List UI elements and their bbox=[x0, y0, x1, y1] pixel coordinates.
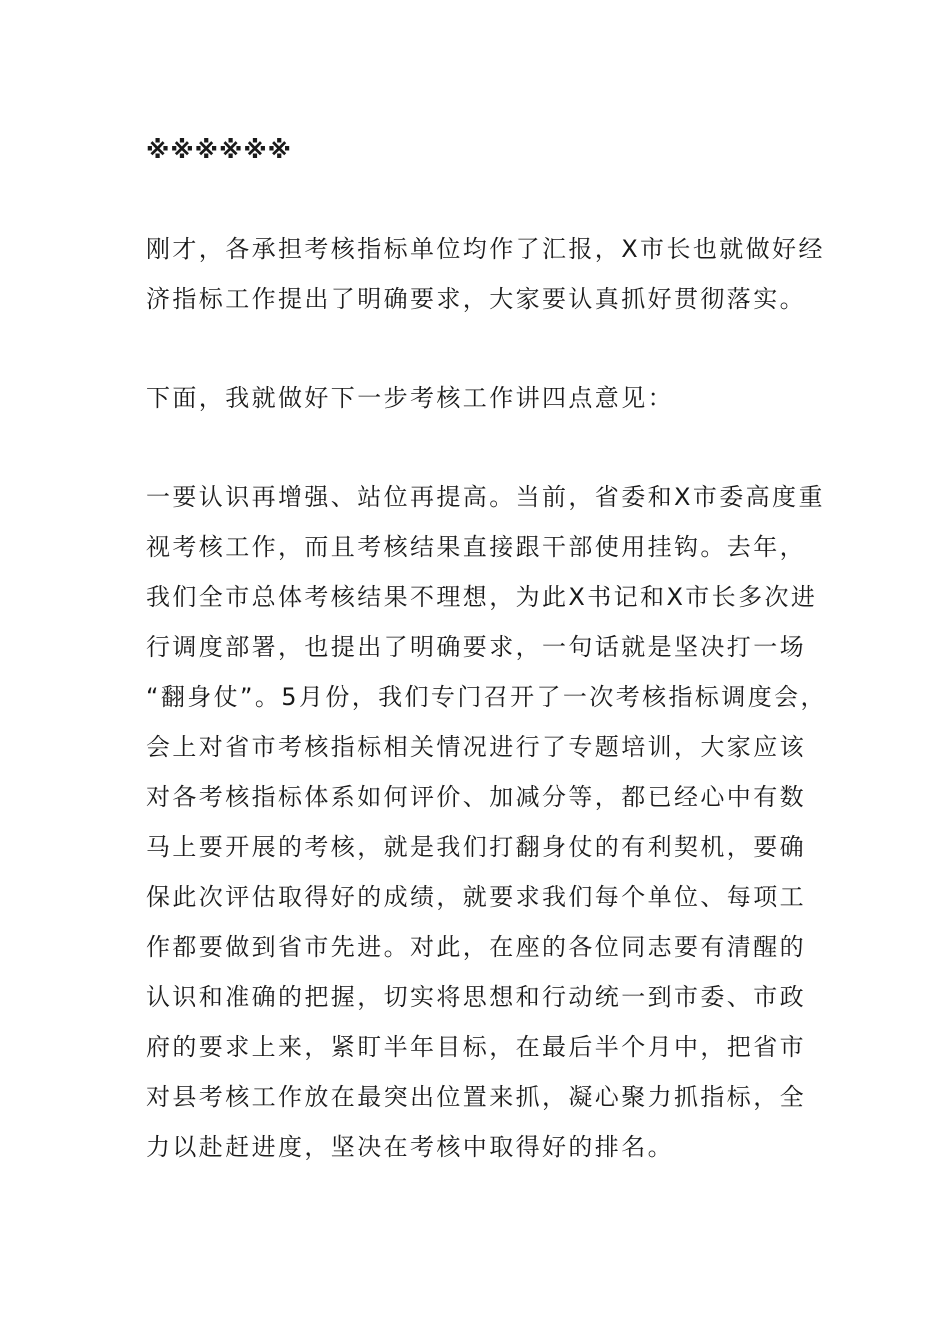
paragraph-line: 认识和准确的把握，切实将思想和行动统一到市委、市政 bbox=[146, 983, 806, 1011]
paragraph-line: 作都要做到省市先进。对此，在座的各位同志要有清醒的 bbox=[146, 933, 806, 961]
paragraph-line: 济指标工作提出了明确要求，大家要认真抓好贯彻落实。 bbox=[146, 285, 806, 313]
paragraph-transition bbox=[146, 373, 846, 423]
paragraph-line: 保此次评估取得好的成绩，就要求我们每个单位、每项工 bbox=[146, 883, 806, 911]
paragraph-line: 马上要开展的考核，就是我们打翻身仗的有利契机，要确 bbox=[146, 833, 806, 861]
section-heading: ※※※※※※ bbox=[146, 136, 292, 164]
paragraph-intro bbox=[146, 224, 846, 324]
paragraph-line: 对县考核工作放在最突出位置来抓，凝心聚力抓指标，全 bbox=[146, 1083, 806, 1111]
paragraph-line: 刚才，各承担考核指标单位均作了汇报，X市长也就做好经 bbox=[146, 235, 825, 263]
paragraph-line: 视考核工作，而且考核结果直接跟干部使用挂钩。去年， bbox=[146, 533, 806, 561]
paragraph-line: 力以赴赶进度，坚决在考核中取得好的排名。 bbox=[146, 1133, 674, 1161]
paragraph-line: 我们全市总体考核结果不理想，为此X书记和X市长多次进 bbox=[146, 583, 818, 611]
paragraph-line: 行调度部署，也提出了明确要求，一句话就是坚决打一场 bbox=[146, 633, 806, 661]
paragraph-line: 对各考核指标体系如何评价、加减分等，都已经心中有数 bbox=[146, 783, 806, 811]
paragraph-line: 会上对省市考核指标相关情况进行了专题培训，大家应该 bbox=[146, 733, 806, 761]
paragraph-point-one bbox=[146, 472, 846, 1172]
paragraph-line: 下面，我就做好下一步考核工作讲四点意见： bbox=[146, 384, 674, 412]
paragraph-line: “翻身仗”。5月份，我们专门召开了一次考核指标调度会， bbox=[146, 683, 827, 711]
paragraph-line: 一要认识再增强、站位再提高。当前，省委和X市委高度重 bbox=[146, 483, 825, 511]
paragraph-line: 府的要求上来，紧盯半年目标，在最后半个月中，把省市 bbox=[146, 1033, 806, 1061]
